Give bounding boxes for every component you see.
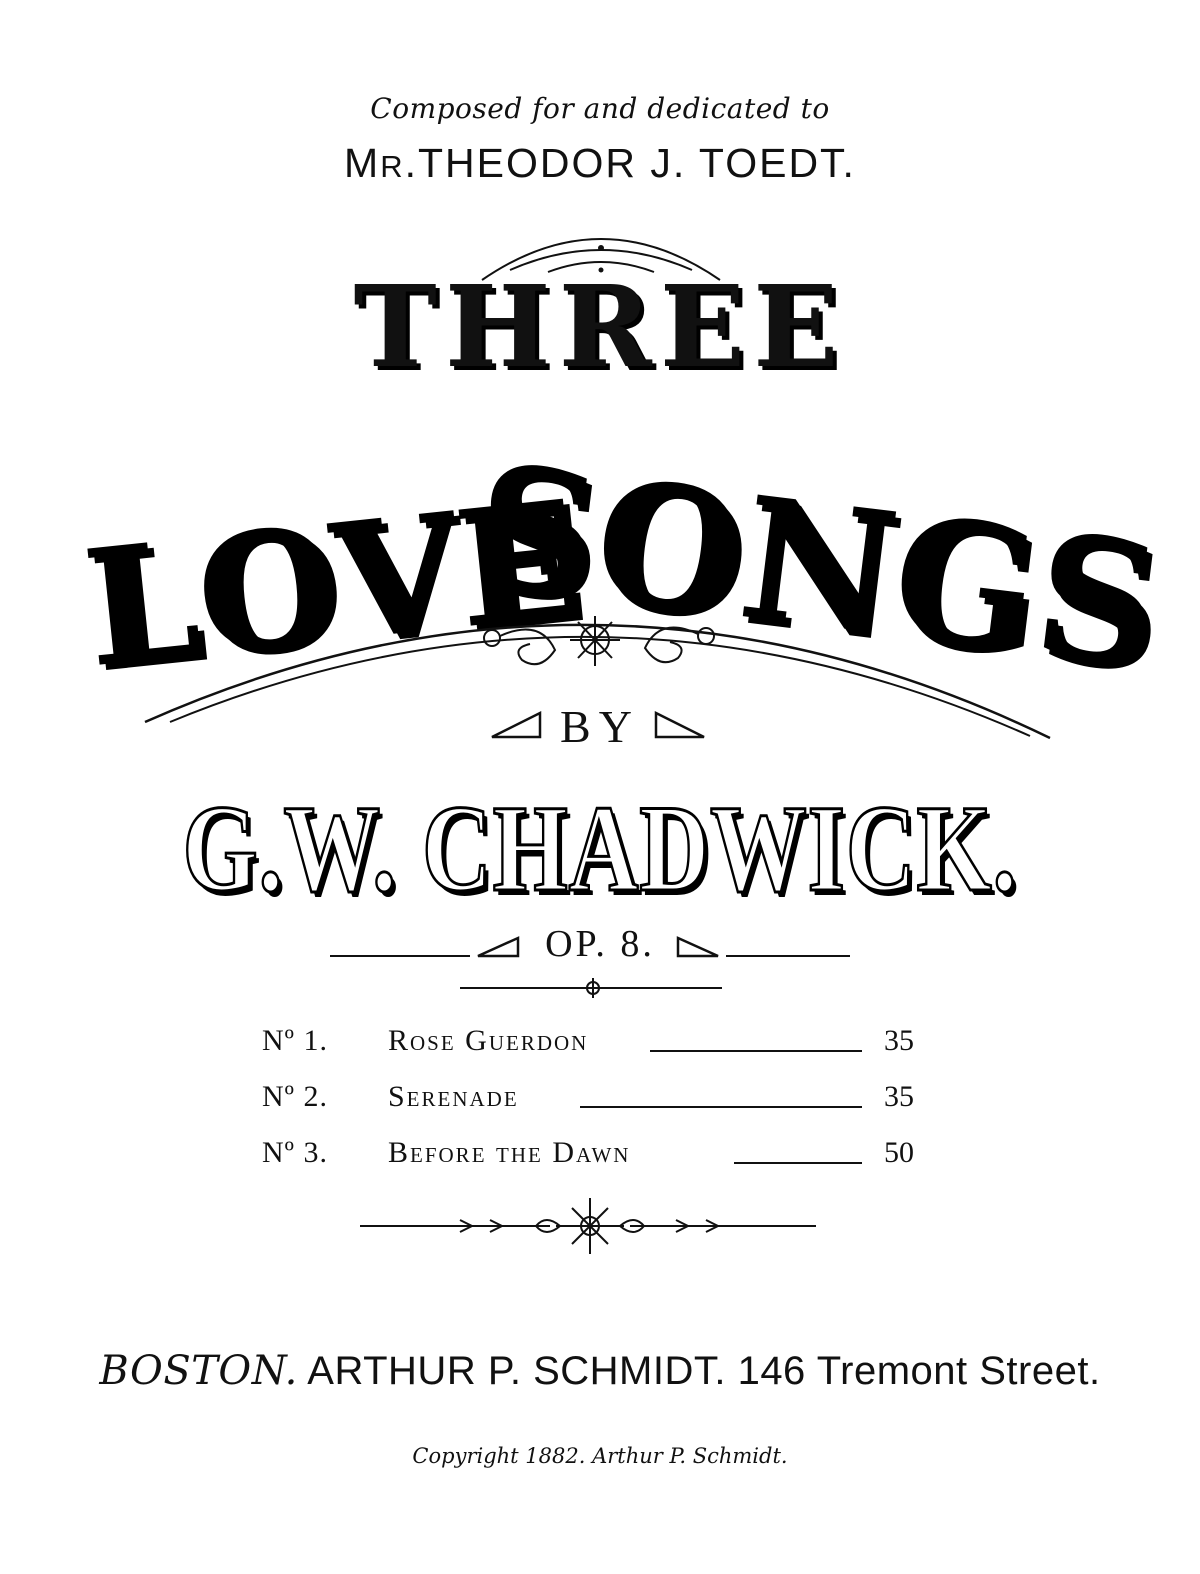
song-row-2 (262, 1080, 914, 1124)
price-leader (580, 1106, 862, 1108)
publisher-name: ARTHUR P. SCHMIDT. 146 Tremont Street. (307, 1349, 1101, 1393)
price-leader (650, 1050, 862, 1052)
dedication-line: Composed for and dedicated to (370, 92, 830, 125)
by-label: BY (560, 701, 640, 752)
song-title: Rose Guerdon (388, 1024, 589, 1057)
song-price: 50 (884, 1136, 914, 1169)
title-love-songs (0, 0, 1200, 760)
publisher-city: BOSTON. (99, 1348, 298, 1394)
dedicatee-prefix-r: R (380, 149, 405, 184)
song-row-1 (262, 1024, 914, 1068)
price-leader (734, 1162, 862, 1164)
dedicatee-prefix-m: M (344, 140, 381, 186)
song-title: Before the Dawn (388, 1136, 631, 1169)
star-flourish-divider (360, 1196, 820, 1260)
song-row-3 (262, 1136, 914, 1180)
composer-name: G.W. CHADWICK. (182, 780, 1018, 917)
song-number: Nº 2. (262, 1080, 328, 1113)
copyright-notice: Copyright 1882. Arthur P. Schmidt. (412, 1444, 788, 1468)
song-number: Nº 1. (262, 1024, 328, 1057)
publisher-line (0, 1348, 1200, 1394)
opus-number: OP. 8. (545, 923, 655, 965)
title-love-text: LOVE (76, 464, 589, 704)
song-price: 35 (884, 1080, 914, 1113)
song-price: 35 (884, 1024, 914, 1057)
title-three: THREE (353, 262, 847, 393)
compass-star-icon (536, 1198, 644, 1254)
dedicatee-rest: .THEODOR J. TOEDT. (404, 140, 856, 186)
title-songs-text: SONGS (464, 425, 1170, 706)
song-number: Nº 3. (262, 1136, 328, 1169)
song-title: Serenade (388, 1080, 519, 1113)
opus-flourish-divider (460, 978, 722, 998)
